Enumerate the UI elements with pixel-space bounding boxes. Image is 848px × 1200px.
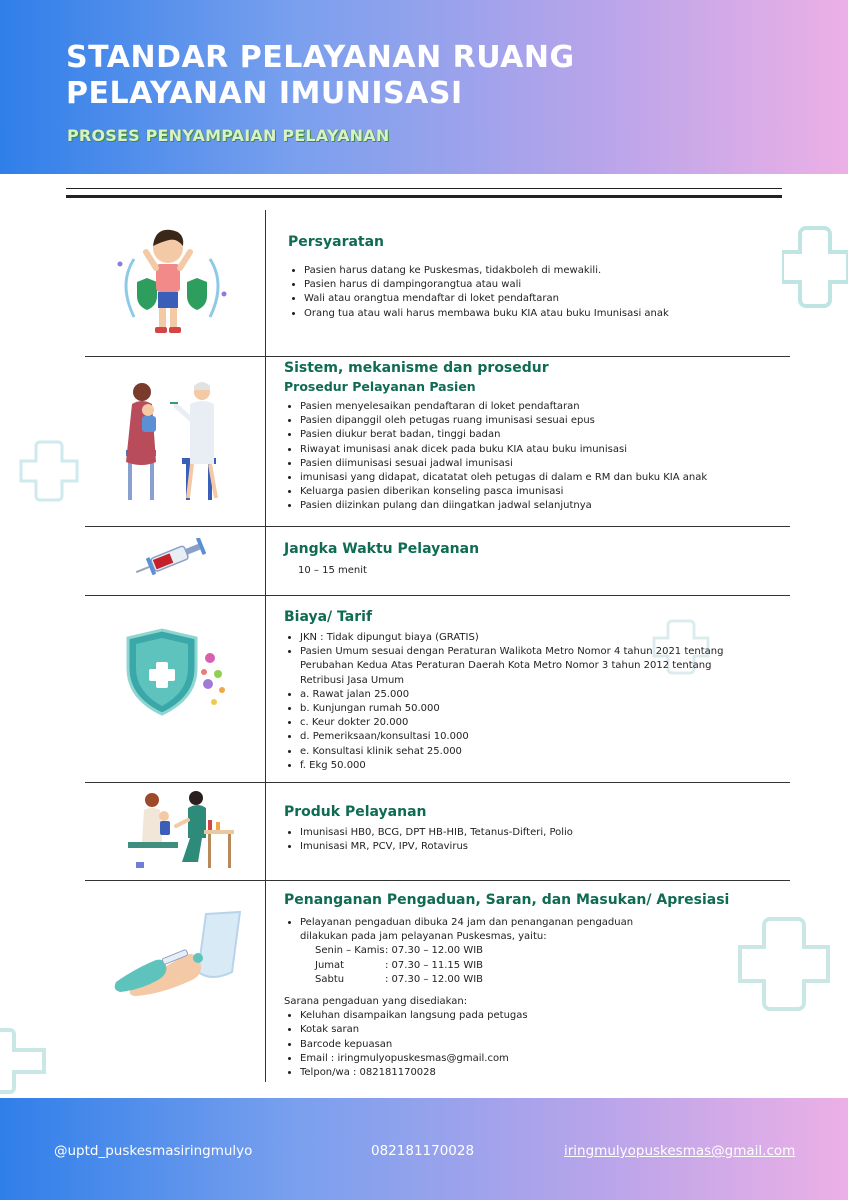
section-title: Sistem, mekanisme dan prosedur	[284, 360, 549, 376]
row-divider	[85, 526, 790, 527]
section-subtitle: Prosedur Pelayanan Pasien	[284, 379, 476, 394]
footer-email-link[interactable]: iringmulyopuskesmas@gmail.com	[564, 1143, 796, 1159]
row-divider	[85, 782, 790, 783]
list-item: • d. Pemeriksaan/konsultasi 10.000	[300, 730, 754, 744]
procedure-list	[284, 400, 784, 514]
page-subtitle: PROSES PENYAMPAIAN PELAYANAN	[67, 126, 390, 145]
list-item: • Keluhan disampaikan langsung pada petugas	[300, 1009, 784, 1023]
list-item: • Wali atau orangtua mendaftar di loket pendaftaran	[304, 292, 778, 306]
shield-virus-illustration	[118, 628, 232, 720]
hours-time: : 07.30 – 11.15 WIB	[385, 959, 484, 971]
section-produk	[284, 803, 774, 854]
title-line-1: STANDAR PELAYANAN RUANG	[66, 40, 575, 75]
list-item: • Riwayat imunisasi anak dicek pada buku KIA atau buku imunisasi	[300, 443, 784, 457]
fee-list	[284, 631, 754, 773]
syringe-illustration	[124, 538, 214, 582]
hours-day: Jumat	[315, 959, 345, 971]
complaint-intro-list	[284, 916, 784, 944]
list-item: • b. Kunjungan rumah 50.000	[300, 702, 754, 716]
list-item: • Kotak saran	[300, 1023, 784, 1037]
section-title: Jangka Waktu Pelayanan	[284, 541, 480, 557]
intro-line-2: dilakukan pada jam pelayanan Puskesmas, yaitu:	[300, 931, 547, 943]
hours-row	[315, 959, 784, 973]
row-divider	[85, 356, 790, 357]
gloved-hand-injection-illustration	[112, 908, 244, 1004]
footer-phone[interactable]: 082181170028	[371, 1143, 475, 1159]
section-persyaratan	[288, 233, 778, 321]
title-line-2: PELAYANAN IMUNISASI	[66, 76, 463, 111]
cross-decoration-icon	[0, 1022, 52, 1098]
list-item: • Orang tua atau wali harus membawa buku KIA atau buku Imunisasi anak	[304, 307, 778, 321]
section-sistem	[284, 359, 784, 514]
sarana-label: Sarana pengaduan yang disediakan:	[284, 996, 468, 1008]
list-item: • Pasien dipanggil oleh petugas ruang imunisasi sesuai epus	[300, 414, 784, 428]
hours-time: : 07.30 – 12.00 WIB	[385, 973, 484, 985]
requirements-list	[288, 264, 778, 321]
list-item: • Imunisasi MR, PCV, IPV, Rotavirus	[300, 840, 774, 854]
hours-row	[315, 944, 784, 958]
hours-day: Senin – Kamis	[315, 945, 385, 957]
list-item: • Pasien harus datang ke Puskesmas, tidakboleh di mewakili.	[304, 264, 778, 278]
page-title	[66, 40, 575, 112]
nurse-mother-illustration	[118, 380, 226, 504]
list-item: • Pasien Umum sesuai dengan Peraturan Walikota Metro Nomor 4 tahun 2021 tentang Perubahan Kedua Atas Peraturan Daerah Kota Metro Nomor 3 tahun 2012 tentang Retribusi Jasa Umum	[300, 645, 754, 688]
list-item: • imunisasi yang didapat, dicatatat oleh petugas di dalam e RM dan buku KIA anak	[300, 471, 784, 485]
complaint-channels-list	[284, 1009, 784, 1080]
hours-day: Sabtu	[315, 973, 345, 985]
header-banner	[0, 0, 848, 174]
list-item: • Telpon/wa : 082181170028	[300, 1066, 784, 1080]
list-item: • Pasien diizinkan pulang dan diingatkan jadwal selanjutnya	[300, 499, 784, 513]
list-item: • Pasien harus di dampingorangtua atau wali	[304, 278, 778, 292]
doctor-family-illustration	[128, 790, 236, 872]
list-item: • Imunisasi HB0, BCG, DPT HB-HIB, Tetanus-Difteri, Polio	[300, 826, 774, 840]
section-title: Penanganan Pengaduan, Saran, dan Masukan/ Apresiasi	[284, 892, 730, 908]
list-item: • f. Ekg 50.000	[300, 759, 754, 773]
list-item: • c. Keur dokter 20.000	[300, 716, 754, 730]
hours-row	[315, 973, 784, 987]
section-pengaduan	[284, 891, 784, 1080]
list-item	[300, 916, 784, 944]
section-title: Produk Pelayanan	[284, 804, 427, 820]
list-item: • JKN : Tidak dipungut biaya (GRATIS)	[300, 631, 754, 645]
list-item: • Pasien diimunisasi sesuai jadwal imunisasi	[300, 457, 784, 471]
list-item: • Barcode kepuasan	[300, 1038, 784, 1052]
row-divider	[85, 595, 790, 596]
footer-instagram-link[interactable]: @uptd_puskesmasiringmulyo	[54, 1143, 253, 1159]
divider-rule-thick	[66, 195, 782, 198]
service-hours	[315, 944, 784, 987]
row-divider	[85, 880, 790, 881]
list-item: • Pasien menyelesaikan pendaftaran di loket pendaftaran	[300, 400, 784, 414]
cross-decoration-icon	[782, 222, 848, 310]
service-duration: 10 – 15 menit	[298, 565, 367, 576]
section-biaya	[284, 608, 754, 773]
intro-line-1: Pelayanan pengaduan dibuka 24 jam dan penanganan pengaduan	[300, 917, 634, 928]
list-item: • Email : iringmulyopuskesmas@gmail.com	[300, 1052, 784, 1066]
list-item: • a. Rawat jalan 25.000	[300, 688, 754, 702]
column-divider	[265, 210, 266, 1082]
section-title: Biaya/ Tarif	[284, 609, 373, 625]
product-list	[284, 826, 774, 854]
list-item: • e. Konsultasi klinik sehat 25.000	[300, 745, 754, 759]
section-jangka-waktu	[284, 540, 774, 578]
child-immunity-illustration	[112, 224, 232, 336]
hours-time: : 07.30 – 12.00 WIB	[385, 945, 484, 957]
cross-decoration-icon	[17, 438, 81, 504]
section-title: Persyaratan	[288, 234, 385, 250]
list-item: • Pasien diukur berat badan, tinggi badan	[300, 428, 784, 442]
divider-rule	[66, 188, 782, 189]
list-item: • Keluarga pasien diberikan konseling pasca imunisasi	[300, 485, 784, 499]
